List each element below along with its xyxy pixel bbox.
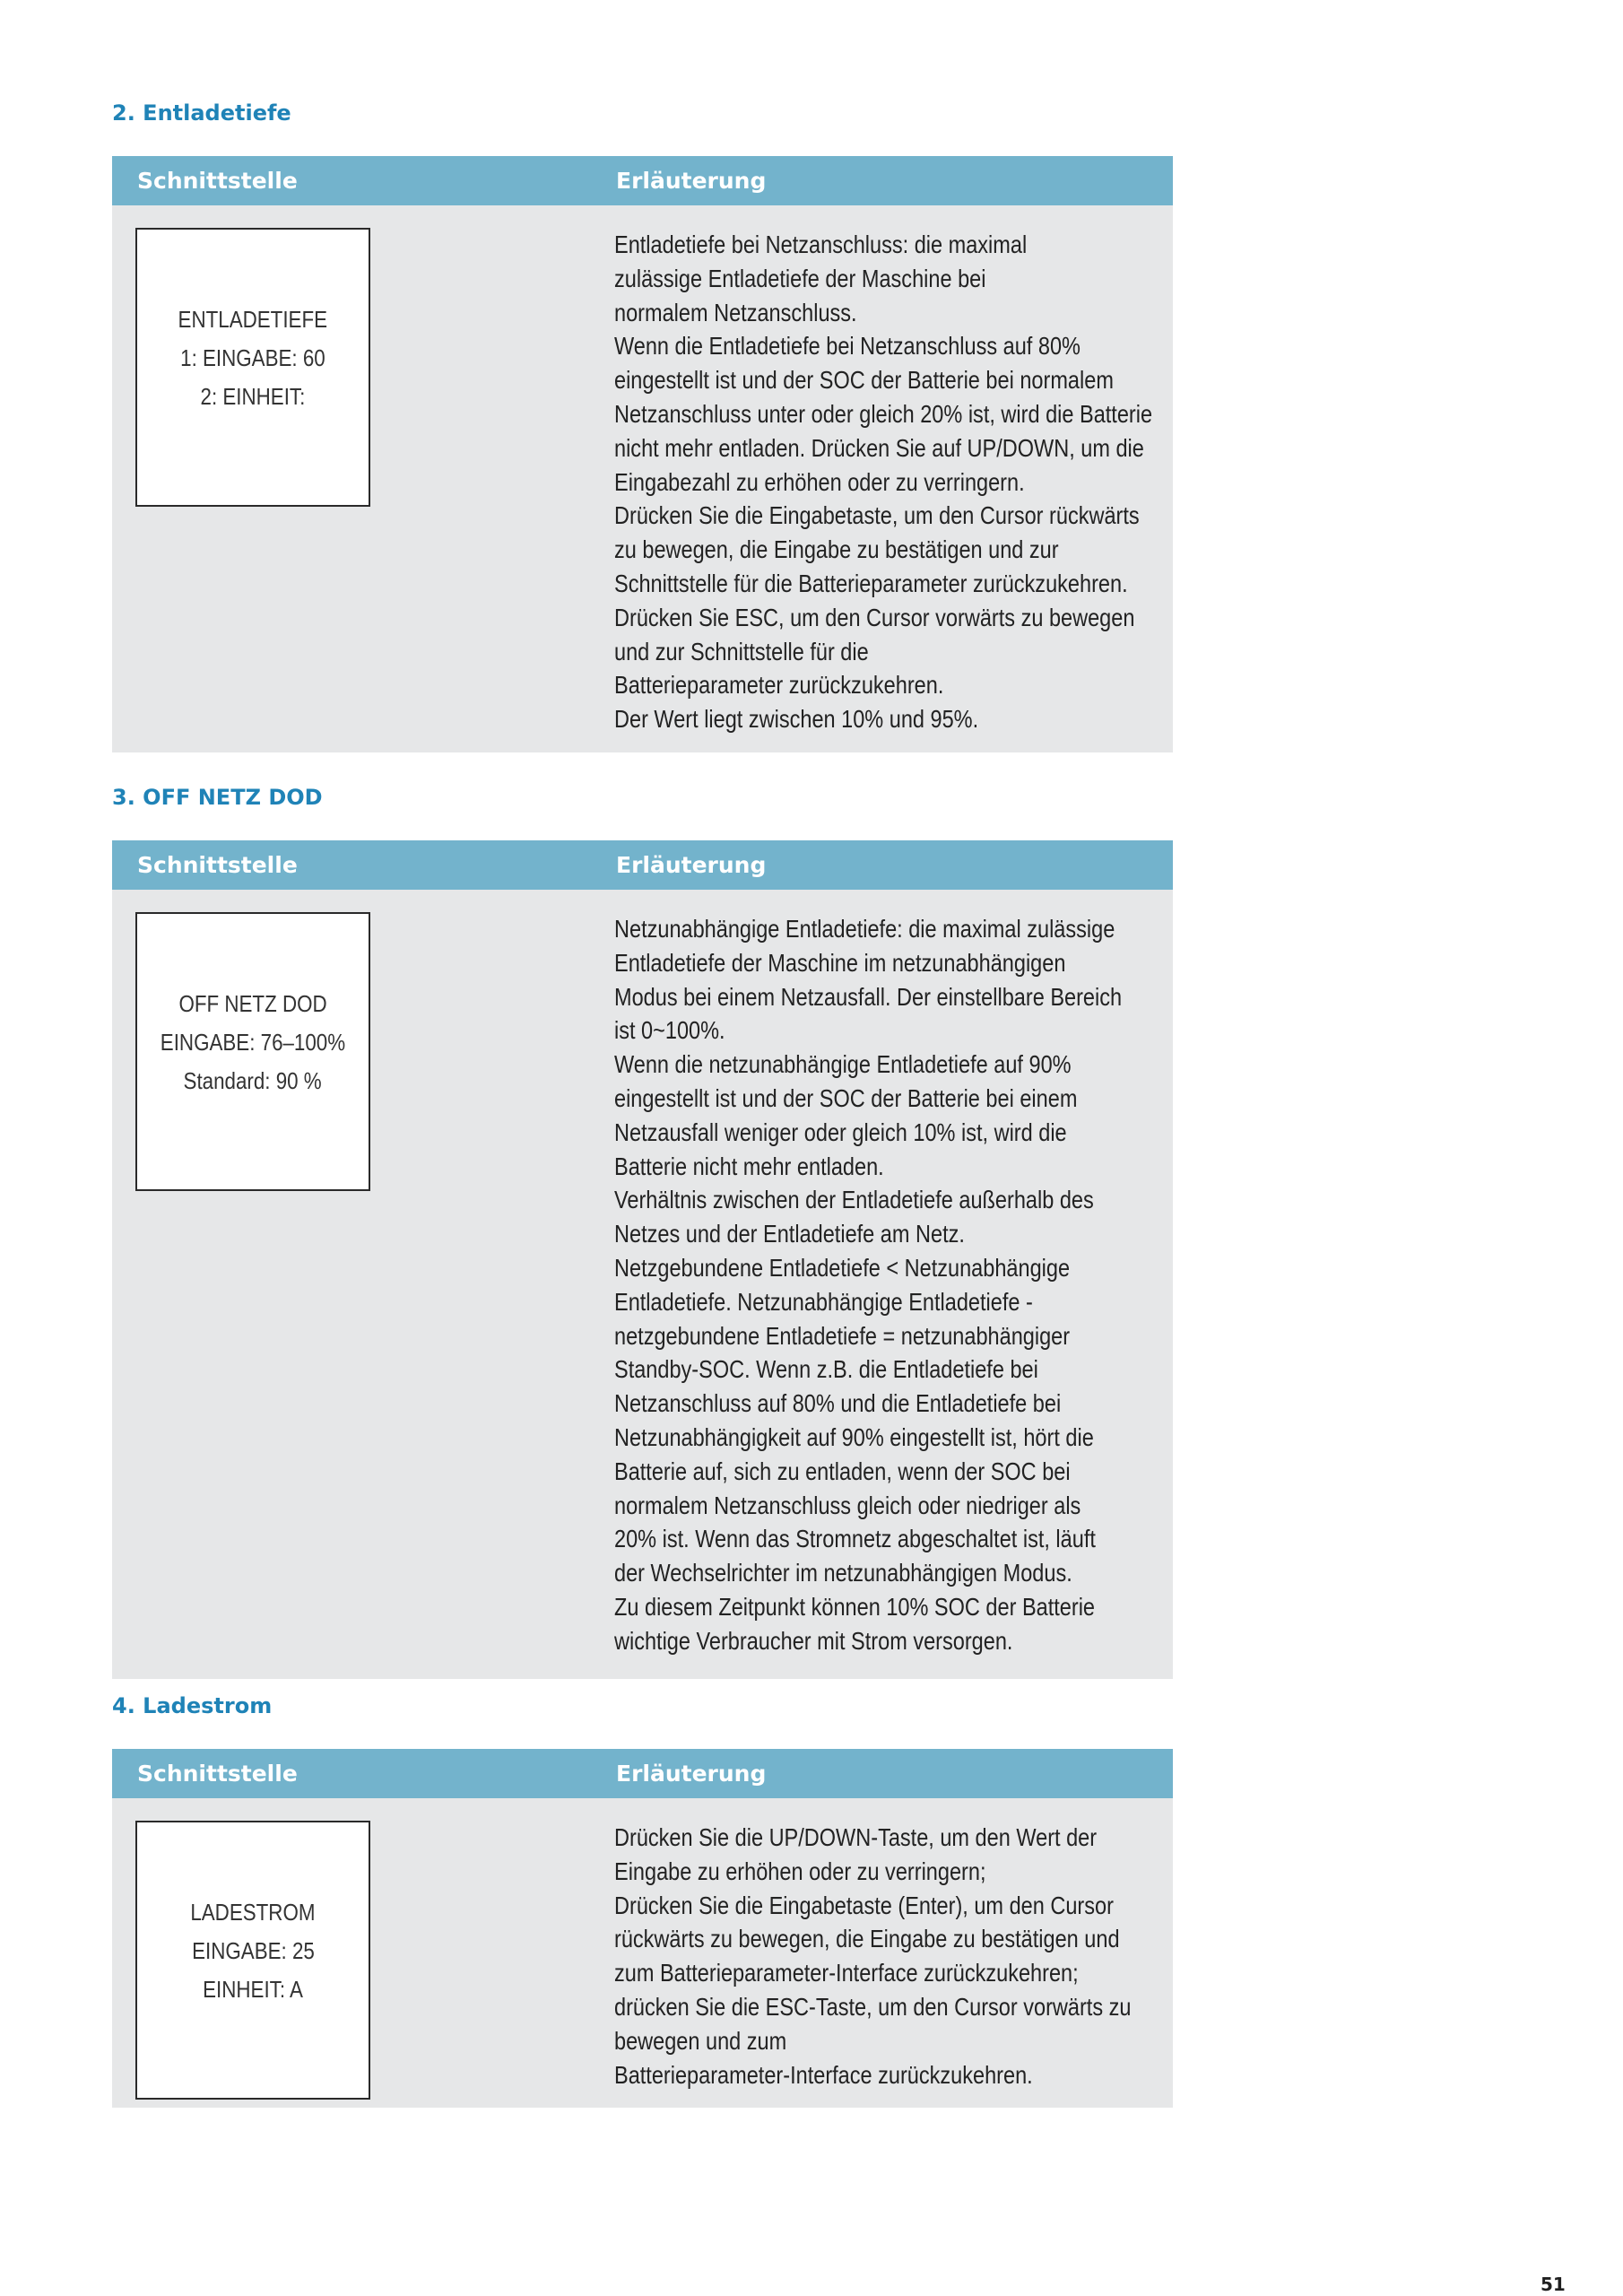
explanation-line: Wenn die netzunabhängige Entladetiefe auf 90% bbox=[614, 1050, 1072, 1079]
table-body bbox=[112, 205, 1173, 752]
explanation-line: normalem Netzanschluss. bbox=[614, 298, 857, 326]
explanation-line: bewegen und zum bbox=[614, 2026, 787, 2055]
explanation-line: zum Batterieparameter-Interface zurückzukehren; bbox=[614, 1959, 1079, 1987]
explanation-line: Verhältnis zwischen der Entladetiefe außerhalb des bbox=[614, 1186, 1094, 1214]
explanation-line: nicht mehr entladen. Drücken Sie auf UP/DOWN, um die bbox=[614, 433, 1144, 462]
screen-line: EINGABE: 25 bbox=[191, 1937, 315, 1964]
table-body bbox=[112, 890, 1173, 1679]
explanation-line: eingestellt ist und der SOC der Batterie bei einem bbox=[614, 1083, 1078, 1112]
explanation-line: rückwärts zu bewegen, die Eingabe zu bestätigen und bbox=[614, 1925, 1120, 1953]
explanation-line: Drücken Sie ESC, um den Cursor vorwärts zu bewegen bbox=[614, 603, 1135, 631]
explanation-line: Entladetiefe. Netzunabhängige Entladetiefe - bbox=[614, 1287, 1033, 1316]
section-heading-entladetiefe: 2. Entladetiefe bbox=[112, 100, 291, 126]
explanation-line: wichtige Verbraucher mit Strom versorgen. bbox=[614, 1626, 1013, 1655]
display-screen-mockup bbox=[135, 228, 370, 507]
table-header bbox=[112, 156, 1173, 205]
screen-line: Standard: 90 % bbox=[183, 1067, 323, 1094]
explanation-line: Batterieparameter-Interface zurückzukehren. bbox=[614, 2060, 1033, 2089]
page-number: 51 bbox=[1541, 2274, 1566, 2295]
entladetiefe-table bbox=[112, 156, 1173, 752]
explanation-line: Eingabezahl zu erhöhen oder zu verringern. bbox=[614, 467, 1025, 496]
explanation-line: Wenn die Entladetiefe bei Netzanschluss auf 80% bbox=[614, 332, 1081, 361]
screen-line: ENTLADETIEFE bbox=[178, 306, 328, 333]
explanation-line: eingestellt ist und der SOC der Batterie bei normalem bbox=[614, 366, 1114, 395]
table-header bbox=[112, 840, 1173, 890]
header-erlaeuterung: Erläuterung bbox=[616, 1761, 767, 1787]
table-body bbox=[112, 1798, 1173, 2108]
explanation-line: Netzes und der Entladetiefe am Netz. bbox=[614, 1220, 965, 1248]
explanation-line: Der Wert liegt zwischen 10% und 95%. bbox=[614, 705, 979, 734]
explanation-line: Netzanschluss auf 80% und die Entladetiefe bei bbox=[614, 1389, 1062, 1418]
explanation-line: Standby-SOC. Wenn z.B. die Entladetiefe bei bbox=[614, 1355, 1038, 1384]
explanation-text bbox=[614, 1821, 1170, 2092]
explanation-line: Netzausfall weniger oder gleich 10% ist, wird die bbox=[614, 1118, 1067, 1146]
explanation-line: und zur Schnittstelle für die bbox=[614, 637, 869, 665]
explanation-line: ist 0~100%. bbox=[614, 1016, 725, 1045]
explanation-line: Modus bei einem Netzausfall. Der einstellbare Bereich bbox=[614, 982, 1123, 1011]
section-heading-ladestrom: 4. Ladestrom bbox=[112, 1693, 273, 1718]
explanation-text bbox=[614, 228, 1170, 736]
header-schnittstelle: Schnittstelle bbox=[137, 168, 298, 194]
explanation-text bbox=[614, 912, 1170, 1658]
explanation-line: Entladetiefe der Maschine im netzunabhängigen bbox=[614, 948, 1066, 977]
display-screen-mockup bbox=[135, 1821, 370, 2100]
explanation-line: zulässige Entladetiefe der Maschine bei bbox=[614, 264, 986, 292]
explanation-line: Eingabe zu erhöhen oder zu verringern; bbox=[614, 1857, 986, 1885]
header-schnittstelle: Schnittstelle bbox=[137, 852, 298, 878]
off-netz-dod-table bbox=[112, 840, 1173, 1679]
explanation-line: Batterie nicht mehr entladen. bbox=[614, 1152, 884, 1180]
explanation-line: netzgebundene Entladetiefe = netzunabhängiger bbox=[614, 1321, 1071, 1350]
explanation-line: Zu diesem Zeitpunkt können 10% SOC der Batterie bbox=[614, 1592, 1096, 1621]
explanation-line: drücken Sie die ESC-Taste, um den Cursor vorwärts zu bbox=[614, 1992, 1132, 2021]
screen-line: OFF NETZ DOD bbox=[178, 990, 327, 1017]
header-schnittstelle: Schnittstelle bbox=[137, 1761, 298, 1787]
screen-line: LADESTROM bbox=[190, 1899, 316, 1926]
explanation-line: Netzanschluss unter oder gleich 20% ist, wird die Batterie bbox=[614, 399, 1153, 428]
header-erlaeuterung: Erläuterung bbox=[616, 168, 767, 194]
explanation-line: Netzunabhängigkeit auf 90% eingestellt ist, hört die bbox=[614, 1422, 1094, 1451]
screen-line: EINHEIT: A bbox=[203, 1976, 303, 2003]
section-heading-off-netz-dod: 3. OFF NETZ DOD bbox=[112, 785, 323, 810]
explanation-line: Netzunabhängige Entladetiefe: die maximal zulässige bbox=[614, 915, 1115, 943]
ladestrom-table bbox=[112, 1749, 1173, 2108]
header-erlaeuterung: Erläuterung bbox=[616, 852, 767, 878]
explanation-line: Drücken Sie die Eingabetaste (Enter), um den Cursor bbox=[614, 1891, 1114, 1919]
explanation-line: der Wechselrichter im netzunabhängigen Modus. bbox=[614, 1559, 1072, 1587]
explanation-line: Batterie auf, sich zu entladen, wenn der SOC bei bbox=[614, 1457, 1071, 1485]
table-header bbox=[112, 1749, 1173, 1798]
explanation-line: normalem Netzanschluss gleich oder niedriger als bbox=[614, 1491, 1081, 1519]
explanation-line: Batterieparameter zurückzukehren. bbox=[614, 671, 944, 700]
explanation-line: Drücken Sie die UP/DOWN-Taste, um den Wert der bbox=[614, 1823, 1098, 1851]
explanation-line: Drücken Sie die Eingabetaste, um den Cursor rückwärts bbox=[614, 501, 1140, 530]
display-screen-mockup bbox=[135, 912, 370, 1191]
explanation-line: zu bewegen, die Eingabe zu bestätigen und zur bbox=[614, 535, 1059, 564]
explanation-line: Schnittstelle für die Batterieparameter zurückzukehren. bbox=[614, 569, 1128, 597]
explanation-line: 20% ist. Wenn das Stromnetz abgeschaltet ist, läuft bbox=[614, 1525, 1096, 1553]
explanation-line: Entladetiefe bei Netzanschluss: die maximal bbox=[614, 230, 1028, 258]
screen-line: 1: EINGABE: 60 bbox=[180, 344, 325, 371]
explanation-line: Netzgebundene Entladetiefe < Netzunabhängige bbox=[614, 1253, 1071, 1282]
screen-line: 2: EINHEIT: bbox=[200, 383, 306, 410]
screen-line: EINGABE: 76–100% bbox=[160, 1029, 346, 1056]
